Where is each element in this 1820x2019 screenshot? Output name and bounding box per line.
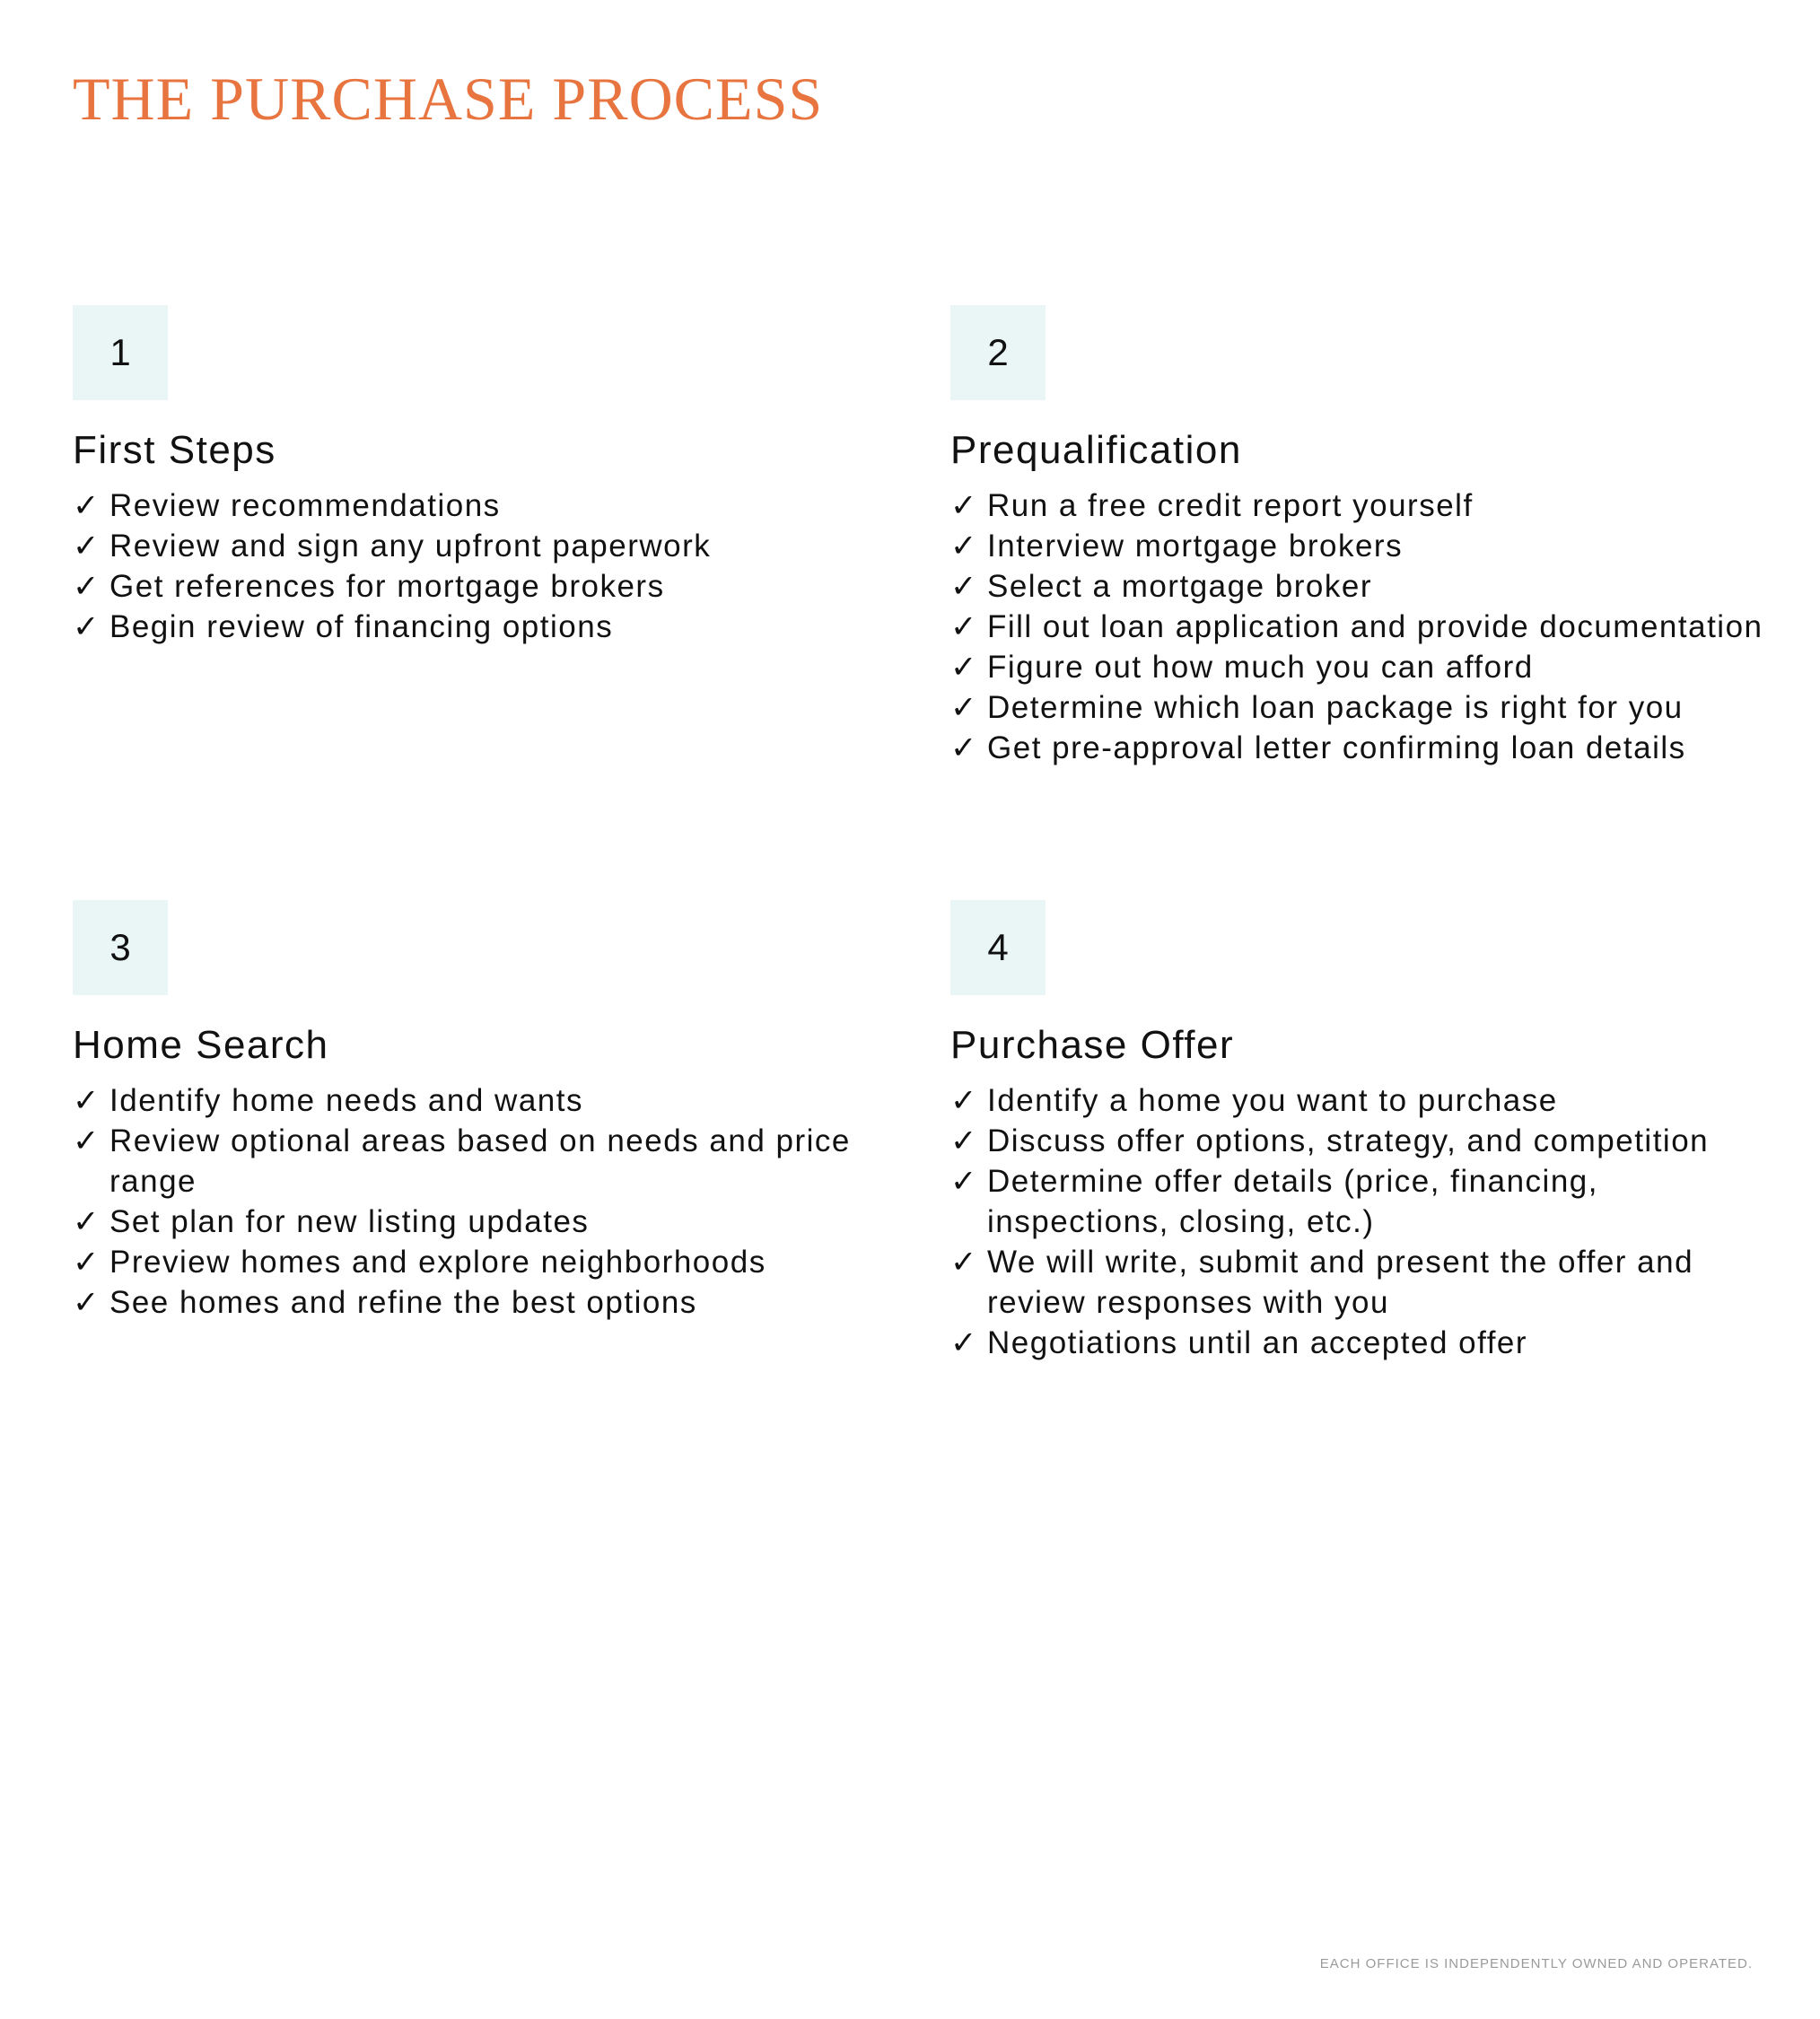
checklist-item-text: Review and sign any upfront paperwork	[109, 528, 712, 564]
checklist-item	[950, 1121, 1776, 1161]
checkmark-icon: ✓	[950, 689, 978, 725]
checklist-item-text: Determine offer details (price, financing, inspections, closing, etc.)	[987, 1163, 1598, 1239]
checkmark-icon: ✓	[950, 608, 978, 644]
checkmark-icon: ✓	[73, 487, 101, 523]
checklist-item	[73, 1202, 898, 1242]
checklist-item	[950, 485, 1776, 526]
step-prequalification	[950, 305, 1776, 768]
checklist-item	[950, 566, 1776, 607]
step-number-badge: 4	[950, 900, 1046, 995]
checklist-item	[950, 1242, 1776, 1323]
checklist-item	[73, 607, 898, 647]
checkmark-icon: ✓	[950, 1244, 978, 1280]
step-purchase-offer	[950, 900, 1776, 1363]
checklist-item-text: Identify a home you want to purchase	[987, 1082, 1558, 1118]
checklist-item-text: Set plan for new listing updates	[109, 1203, 590, 1239]
checkmark-icon: ✓	[73, 1082, 101, 1118]
checklist-item-text: Review recommendations	[109, 487, 501, 523]
checklist-item-text: Fill out loan application and provide documentation	[987, 608, 1763, 644]
checklist-item	[950, 728, 1776, 768]
checklist-item-text: Figure out how much you can afford	[987, 649, 1534, 685]
checklist	[950, 1080, 1776, 1363]
checkmark-icon: ✓	[950, 487, 978, 523]
checklist-item	[73, 1080, 898, 1121]
checklist-item-text: Select a mortgage broker	[987, 568, 1372, 604]
checklist-item	[73, 1282, 898, 1323]
checkmark-icon: ✓	[73, 608, 101, 644]
checkmark-icon: ✓	[73, 1203, 101, 1239]
checklist-item	[73, 566, 898, 607]
checklist-item-text: Discuss offer options, strategy, and competition	[987, 1123, 1710, 1158]
step-first-steps	[73, 305, 898, 647]
checklist	[950, 485, 1776, 768]
checkmark-icon: ✓	[73, 568, 101, 604]
checklist-item-text: Preview homes and explore neighborhoods	[109, 1244, 766, 1280]
checklist-item-text: Negotiations until an accepted offer	[987, 1324, 1528, 1360]
checklist-item-text: Determine which loan package is right for you	[987, 689, 1684, 725]
checklist	[73, 1080, 898, 1323]
checklist-item	[950, 1080, 1776, 1121]
checkmark-icon: ✓	[950, 1123, 978, 1158]
checklist-item	[950, 647, 1776, 687]
checklist-item-text: Review optional areas based on needs and price range	[109, 1123, 851, 1199]
checkmark-icon: ✓	[73, 1244, 101, 1280]
checkmark-icon: ✓	[73, 1123, 101, 1158]
checklist-item	[950, 1323, 1776, 1363]
checkmark-icon: ✓	[950, 730, 978, 765]
checklist-item	[73, 526, 898, 566]
checklist-item	[950, 607, 1776, 647]
checklist-item	[950, 526, 1776, 566]
checklist-item-text: We will write, submit and present the offer and review responses with you	[987, 1244, 1694, 1320]
checklist-item-text: Interview mortgage brokers	[987, 528, 1404, 564]
step-heading: First Steps	[73, 428, 276, 472]
checkmark-icon: ✓	[950, 568, 978, 604]
page-title: THE PURCHASE PROCESS	[73, 65, 824, 133]
checklist-item-text: Begin review of financing options	[109, 608, 614, 644]
checklist-item-text: Get pre-approval letter confirming loan details	[987, 730, 1686, 765]
checkmark-icon: ✓	[950, 649, 978, 685]
checklist-item	[73, 485, 898, 526]
checklist-item	[950, 1161, 1776, 1242]
step-home-search	[73, 900, 898, 1323]
checklist-item-text: Get references for mortgage brokers	[109, 568, 665, 604]
step-number-badge: 2	[950, 305, 1046, 400]
checklist	[73, 485, 898, 647]
checkmark-icon: ✓	[950, 1324, 978, 1360]
step-heading: Home Search	[73, 1023, 329, 1067]
footer-disclaimer: EACH OFFICE IS INDEPENDENTLY OWNED AND OPERATED.	[1319, 1956, 1753, 1971]
checkmark-icon: ✓	[73, 528, 101, 564]
checklist-item	[73, 1242, 898, 1282]
checklist-item	[950, 687, 1776, 728]
step-number-badge: 3	[73, 900, 168, 995]
checklist-item-text: See homes and refine the best options	[109, 1284, 697, 1320]
checklist-item	[73, 1121, 898, 1202]
checkmark-icon: ✓	[950, 1082, 978, 1118]
step-number-badge: 1	[73, 305, 168, 400]
step-heading: Purchase Offer	[950, 1023, 1235, 1067]
checkmark-icon: ✓	[950, 1163, 978, 1199]
checklist-item-text: Identify home needs and wants	[109, 1082, 583, 1118]
checkmark-icon: ✓	[950, 528, 978, 564]
checklist-item-text: Run a free credit report yourself	[987, 487, 1474, 523]
checkmark-icon: ✓	[73, 1284, 101, 1320]
step-heading: Prequalification	[950, 428, 1242, 472]
